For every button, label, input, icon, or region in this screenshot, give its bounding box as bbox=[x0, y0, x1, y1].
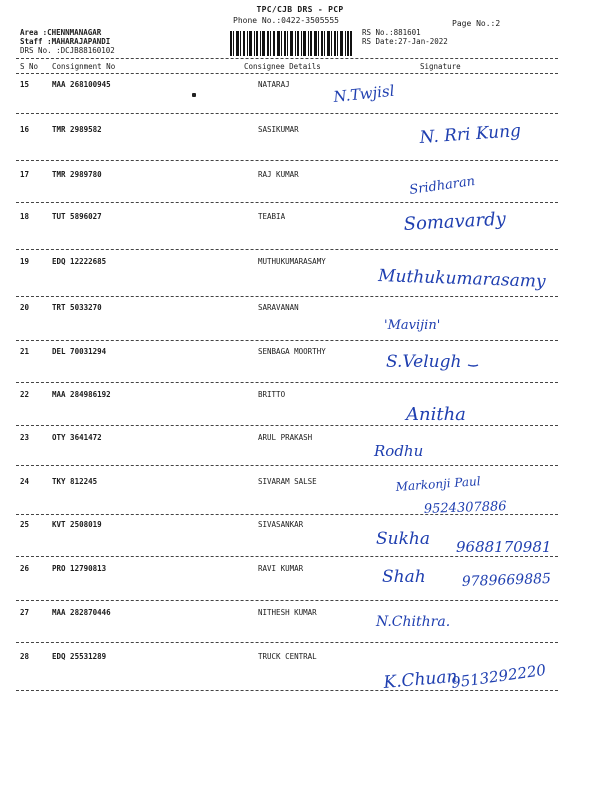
signature bbox=[0, 520, 600, 566]
signature bbox=[0, 564, 600, 610]
signature bbox=[0, 347, 600, 393]
row-divider bbox=[16, 690, 558, 691]
row-consignment: MAA 282870446 bbox=[52, 608, 111, 617]
signature-text: S.Velugh bbox=[386, 352, 462, 372]
row-consignee: NITHESH KUMAR bbox=[258, 608, 317, 617]
table-row bbox=[0, 170, 600, 216]
signature-text: Somavardy bbox=[403, 208, 507, 235]
area-block bbox=[20, 28, 115, 55]
barcode-icon bbox=[229, 30, 353, 57]
row-consignment: MAA 284986192 bbox=[52, 390, 111, 399]
signature bbox=[0, 390, 600, 436]
table-row bbox=[0, 520, 600, 566]
row-consignment: OTY 3641472 bbox=[52, 433, 102, 442]
column-header-divider bbox=[16, 73, 558, 74]
row-divider bbox=[16, 296, 558, 297]
row-sno: 15 bbox=[20, 80, 30, 89]
row-consignment: DEL 70031294 bbox=[52, 347, 107, 356]
table-row bbox=[0, 208, 600, 258]
row-sno: 25 bbox=[20, 520, 30, 529]
signature bbox=[0, 120, 600, 171]
row-consignee: RAVI KUMAR bbox=[258, 564, 304, 573]
row-sno: 24 bbox=[20, 477, 30, 486]
signature bbox=[0, 474, 600, 523]
row-consignment: MAA 268100945 bbox=[52, 80, 111, 89]
row-sno: 28 bbox=[20, 652, 30, 661]
row-divider bbox=[16, 202, 558, 203]
signature bbox=[0, 170, 600, 216]
row-consignment: TMR 2989780 bbox=[52, 170, 102, 179]
table-row bbox=[0, 390, 600, 436]
row-sno: 21 bbox=[20, 347, 30, 356]
table-row bbox=[0, 433, 600, 479]
row-consignee: TRUCK CENTRAL bbox=[258, 652, 317, 661]
row-consignment: TKY 812245 bbox=[52, 477, 98, 486]
row-sno: 19 bbox=[20, 257, 30, 266]
column-sno: S No bbox=[20, 62, 39, 71]
row-divider bbox=[16, 382, 558, 383]
row-consignment: TMR 2989582 bbox=[52, 125, 102, 134]
row-divider bbox=[16, 425, 558, 426]
signature bbox=[0, 208, 600, 258]
signature bbox=[0, 433, 600, 479]
rs-number: RS No.:881601 bbox=[362, 28, 421, 37]
row-consignee: SENBAGA MOORTHY bbox=[258, 347, 326, 356]
row-sno: 22 bbox=[20, 390, 30, 399]
row-consignee: BRITTO bbox=[258, 390, 286, 399]
signature-text: Shah bbox=[382, 567, 426, 587]
row-sno: 16 bbox=[20, 125, 30, 134]
row-divider bbox=[16, 642, 558, 643]
signature-phone: 9513292220 bbox=[450, 660, 548, 692]
signature bbox=[0, 303, 600, 349]
row-consignee: NATARAJ bbox=[258, 80, 290, 89]
row-sno: 23 bbox=[20, 433, 30, 442]
column-consignment: Consignment No bbox=[52, 62, 116, 71]
signature-text: Rodhu bbox=[374, 442, 424, 460]
signature-text: Muthukumarasamy bbox=[377, 266, 546, 292]
table-row bbox=[0, 564, 600, 610]
row-divider bbox=[16, 514, 558, 515]
signature-text: N.Chithra. bbox=[376, 614, 451, 630]
signature-text: Markonji Paul bbox=[395, 474, 482, 494]
signature-text: Sukha bbox=[376, 529, 430, 549]
signature bbox=[0, 80, 600, 126]
signature-phone: 9688170981 bbox=[456, 538, 552, 556]
signature bbox=[0, 608, 600, 654]
row-divider bbox=[16, 160, 558, 161]
row-sno: 27 bbox=[20, 608, 30, 617]
column-consignee: Consignee Details bbox=[244, 62, 321, 71]
sheet-title: TPC/CJB DRS - PCP bbox=[256, 5, 344, 14]
row-consignment: EDQ 25531289 bbox=[52, 652, 107, 661]
column-signature: Signature bbox=[420, 62, 461, 71]
row-sno: 26 bbox=[20, 564, 30, 573]
row-consignee: RAJ KUMAR bbox=[258, 170, 299, 179]
signature-text: Sridharan bbox=[408, 173, 476, 198]
header-divider bbox=[16, 58, 558, 59]
signature bbox=[0, 652, 600, 698]
row-divider bbox=[16, 340, 558, 341]
area-name: Area :CHENNMANAGAR bbox=[20, 28, 102, 37]
table-row bbox=[0, 347, 600, 393]
row-consignment: TUT 5896027 bbox=[52, 212, 102, 221]
signature-phone: 9789669885 bbox=[461, 570, 552, 590]
row-consignee: SARAVANAN bbox=[258, 303, 299, 312]
row-divider bbox=[16, 249, 558, 250]
row-consignee: ARUL PRAKASH bbox=[258, 433, 313, 442]
table-row bbox=[0, 120, 600, 171]
row-consignment: TRT 5033270 bbox=[52, 303, 102, 312]
row-consignee: SASIKUMAR bbox=[258, 125, 299, 134]
table-row bbox=[0, 303, 600, 349]
row-consignee: TEABIA bbox=[258, 212, 286, 221]
row-divider bbox=[16, 465, 558, 466]
row-consignee: SIVARAM SALSE bbox=[258, 477, 317, 486]
row-divider bbox=[16, 113, 558, 114]
signature-phone: 9524307886 bbox=[423, 499, 507, 517]
row-consignment: KVT 2508019 bbox=[52, 520, 102, 529]
row-consignment: EDQ 12222685 bbox=[52, 257, 107, 266]
phone-number: Phone No.:0422-3505555 bbox=[233, 16, 339, 25]
row-divider bbox=[16, 556, 558, 557]
row-sno: 18 bbox=[20, 212, 30, 221]
drs-number: DRS No. :DCJB88160102 bbox=[20, 46, 115, 55]
table-row bbox=[0, 80, 600, 126]
table-row bbox=[0, 474, 600, 523]
signature-text: N.Twjisl bbox=[332, 81, 396, 106]
row-sno: 20 bbox=[20, 303, 30, 312]
row-consignee: SIVASANKAR bbox=[258, 520, 304, 529]
signature-text: N. Rri Kung bbox=[418, 120, 522, 148]
row-consignee: MUTHUKUMARASAMY bbox=[258, 257, 326, 266]
staff-name: Staff :MAHARAJAPANDI bbox=[20, 37, 111, 46]
rs-block bbox=[362, 28, 448, 46]
table-row bbox=[0, 652, 600, 698]
rs-date: RS Date:27-Jan-2022 bbox=[362, 37, 448, 46]
row-sno: 17 bbox=[20, 170, 30, 179]
table-row bbox=[0, 608, 600, 654]
page-number: Page No.:2 bbox=[452, 19, 501, 28]
signature-text: 'Mavijin' bbox=[384, 318, 441, 333]
signature-text: Anitha bbox=[406, 404, 466, 425]
signature-text: K.Chuan bbox=[382, 666, 459, 693]
row-divider bbox=[16, 600, 558, 601]
row-consignment: PRO 12790813 bbox=[52, 564, 107, 573]
